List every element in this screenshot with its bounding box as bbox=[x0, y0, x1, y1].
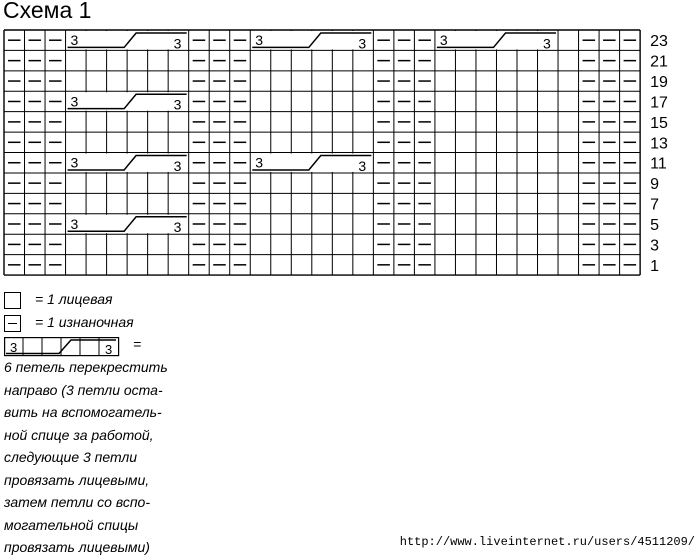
row-number-label: 3 bbox=[650, 237, 660, 255]
cable-description-line: ной спице за работой, bbox=[4, 426, 154, 443]
row-number-label: 17 bbox=[650, 94, 668, 112]
cable-background bbox=[251, 154, 372, 172]
cable-background bbox=[251, 31, 372, 52]
cable-right-label: 3 bbox=[543, 35, 551, 52]
purl-legend-text: = 1 изнаночная bbox=[35, 314, 134, 330]
cable-background bbox=[67, 31, 188, 52]
cable-right-label: 3 bbox=[358, 157, 367, 174]
row-number-label: 13 bbox=[650, 135, 668, 153]
cable-description-line: вить на вспомогатель- bbox=[4, 404, 162, 420]
cable-right-label: 3 bbox=[173, 157, 182, 174]
cable-background bbox=[67, 154, 188, 172]
row-number-label: 15 bbox=[650, 114, 668, 132]
cable-right-label: 3 bbox=[173, 35, 182, 52]
cable-left-label: 3 bbox=[255, 32, 264, 48]
chart-title: Схема 1 bbox=[3, 0, 92, 23]
purl-dash-icon bbox=[8, 323, 17, 324]
purl-stitch-symbol bbox=[4, 315, 21, 332]
row-number-label: 9 bbox=[650, 176, 660, 194]
row-number-label: 19 bbox=[650, 74, 668, 92]
cable-description-line: следующие 3 петли bbox=[4, 449, 138, 465]
cable-description-line: провязать лицевыми, bbox=[4, 471, 150, 488]
cable-symbol bbox=[4, 337, 124, 357]
cable-right-label: 3 bbox=[358, 35, 367, 52]
cable-description-line: провязать лицевыми) bbox=[4, 539, 150, 555]
cable-left-label: 3 bbox=[70, 154, 79, 171]
cable-description-line: 6 петель перекрестить bbox=[4, 359, 168, 375]
cable-description-line: затем петли со вспо- bbox=[4, 494, 151, 510]
cable-right-label: 3 bbox=[173, 96, 182, 113]
cable-description-line: направо (3 петли оста- bbox=[4, 381, 163, 398]
cable-symbol-right-label: 3 bbox=[105, 342, 113, 357]
cable-right-label: 3 bbox=[173, 219, 182, 236]
cable-left-label: 3 bbox=[439, 32, 448, 48]
cable-background bbox=[67, 215, 188, 236]
row-number-label: 11 bbox=[650, 155, 667, 173]
source-url: http://www.liveinternet.ru/users/4511209/ bbox=[399, 535, 695, 549]
cable-background bbox=[67, 92, 188, 110]
cable-description-line: могательной спицы bbox=[4, 516, 139, 533]
cable-equals-sign: = bbox=[133, 336, 142, 352]
cable-description bbox=[4, 356, 168, 559]
knit-stitch-symbol bbox=[4, 292, 21, 309]
row-number-label: 7 bbox=[650, 196, 660, 214]
row-number-label: 23 bbox=[650, 33, 668, 51]
cable-background bbox=[436, 31, 557, 52]
knit-legend-text: = 1 лицевая bbox=[35, 291, 113, 307]
cable-symbol-left-label: 3 bbox=[10, 340, 18, 355]
row-number-label: 21 bbox=[650, 53, 668, 71]
cable-left-label: 3 bbox=[70, 32, 79, 48]
cable-left-label: 3 bbox=[70, 93, 79, 110]
row-number-label: 5 bbox=[650, 216, 660, 234]
row-number-label: 1 bbox=[650, 257, 660, 275]
cable-left-label: 3 bbox=[255, 154, 264, 171]
cable-left-label: 3 bbox=[70, 215, 79, 232]
